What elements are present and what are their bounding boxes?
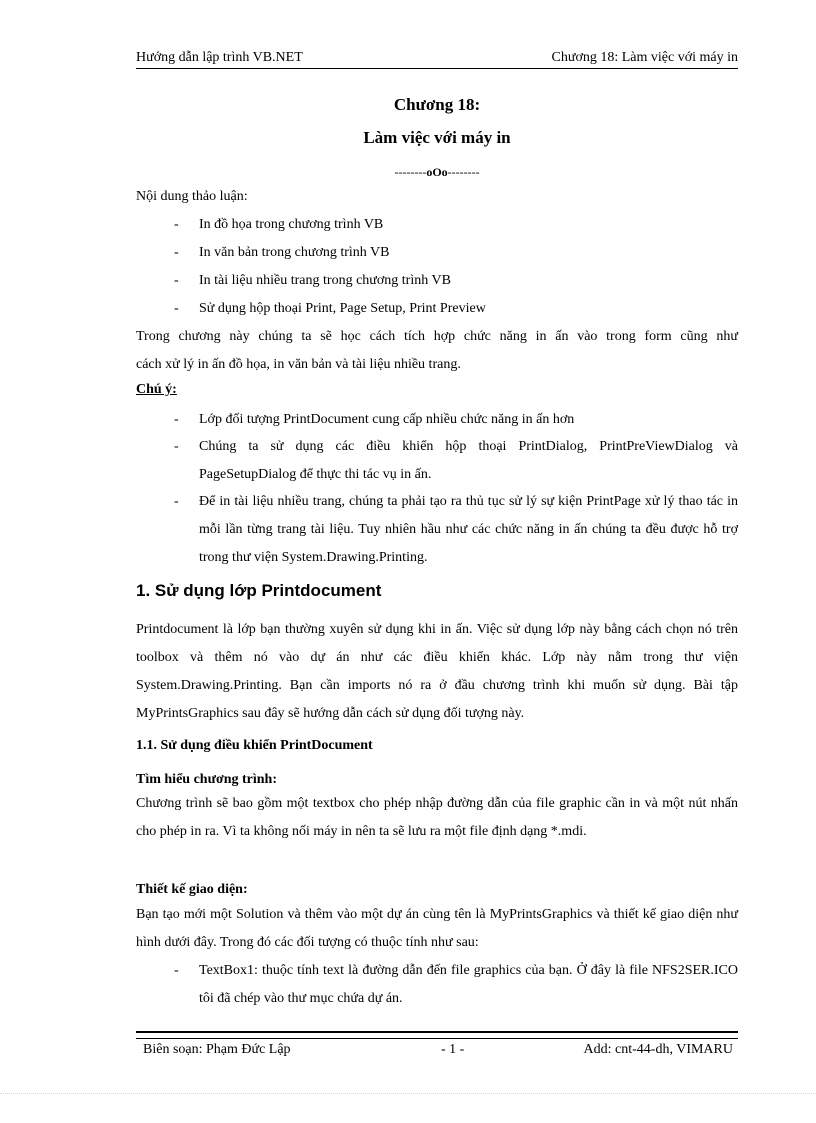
section-1-heading: 1. Sử dụng lớp Printdocument bbox=[136, 581, 382, 600]
program-overview-heading: Tìm hiểu chương trình: bbox=[136, 772, 278, 787]
list-bullet: - bbox=[174, 412, 179, 427]
chapter-number: Chương 18: bbox=[393, 95, 481, 114]
section-1-1-heading: 1.1. Sử dụng điều khiển PrintDocument bbox=[136, 738, 373, 753]
page-edge-line bbox=[0, 1093, 816, 1094]
chapter-ornament bbox=[136, 165, 738, 180]
list-item: Sử dụng hộp thoại Print, Page Setup, Print Preview bbox=[199, 301, 486, 316]
footer-author: Biên soạn: Phạm Đức Lập bbox=[143, 1042, 291, 1057]
list-item: TextBox1: thuộc tính text là đường dẫn đến file graphics của bạn. Ở đây là file NFS2SER.ICO tôi đã chép vào thư mục chứa dự án. bbox=[199, 963, 738, 1006]
list-bullet: - bbox=[174, 439, 179, 454]
section-1-paragraph: Printdocument là lớp bạn thường xuyên sử dụng khi in ấn. Việc sử dụng lớp này bằng cách chọn nó trên toolbox và thêm nó vào dự án như các điều khiển khác. Lớp này nằm trong thư viện System.Drawing.Printing. Bạn cần imports nó ra ở đầu chương trình khi muốn sử dụng. Bài tập MyPrintsGraphics sau đây sẽ hướng dẫn cách sử dụng đối tượng này. bbox=[136, 622, 738, 721]
ornament-center: oOo bbox=[426, 165, 448, 179]
page-header bbox=[136, 48, 738, 69]
list-item: Để in tài liệu nhiều trang, chúng ta phải tạo ra thủ tục sử lý sự kiện PrintPage xử lý thao tác in mỗi lần từng trang tài liệu. Tuy nhiên hầu như các chức năng in ấn chúng ta đều được hỗ trợ trong thư viện System.Drawing.Printing. bbox=[199, 494, 738, 565]
list-item: Chúng ta sử dụng các điều khiển hộp thoại PrintDialog, PrintPreViewDialog và PageSetupDialog để thực thi tác vụ in ấn. bbox=[199, 439, 738, 482]
intro-lead: Nội dung thảo luận: bbox=[136, 189, 248, 204]
list-bullet: - bbox=[174, 963, 179, 978]
list-bullet: - bbox=[174, 494, 179, 509]
list-bullet: - bbox=[174, 301, 179, 316]
list-item: Lớp đối tượng PrintDocument cung cấp nhiều chức năng in ấn hơn bbox=[199, 412, 575, 427]
program-overview-paragraph: Chương trình sẽ bao gồm một textbox cho phép nhập đường dẫn của file graphic cần in và một nút nhấn cho phép in ra. Vì ta không nối máy in nên ta sẽ lưu ra một file định dạng *.mdi. bbox=[136, 796, 738, 839]
list-item: In tài liệu nhiều trang trong chương trình VB bbox=[199, 273, 451, 288]
note-label: Chú ý: bbox=[136, 382, 177, 397]
intro-summary-line-2: cách xử lý in ấn đồ họa, in văn bản và tài liệu nhiều trang. bbox=[136, 357, 461, 372]
ui-design-paragraph: Bạn tạo mới một Solution và thêm vào một dự án cùng tên là MyPrintsGraphics và thiết kế giao diện như hình dưới đây. Trong đó các đối tượng có thuộc tính như sau: bbox=[136, 907, 738, 950]
footer-address: Add: cnt-44-dh, VIMARU bbox=[583, 1042, 733, 1057]
chapter-title: Làm việc với máy in bbox=[363, 128, 511, 147]
list-item: In văn bản trong chương trình VB bbox=[199, 245, 390, 260]
list-bullet: - bbox=[174, 217, 179, 232]
page-number: - 1 - bbox=[441, 1042, 465, 1057]
ornament-dashes-right: -------- bbox=[447, 165, 480, 179]
ornament-dashes-left: -------- bbox=[394, 165, 427, 179]
header-book-title: Hướng dẫn lập trình VB.NET bbox=[136, 50, 303, 65]
intro-summary-line-1: Trong chương này chúng ta sẽ học cách tích hợp chức năng in ấn vào trong form cũng như bbox=[136, 329, 738, 344]
list-bullet: - bbox=[174, 273, 179, 288]
list-bullet: - bbox=[174, 245, 179, 260]
ui-design-heading: Thiết kế giao diện: bbox=[136, 882, 248, 897]
list-item: In đồ họa trong chương trình VB bbox=[199, 217, 384, 232]
footer-rule bbox=[136, 1031, 738, 1039]
header-chapter-title: Chương 18: Làm việc với máy in bbox=[551, 50, 738, 65]
